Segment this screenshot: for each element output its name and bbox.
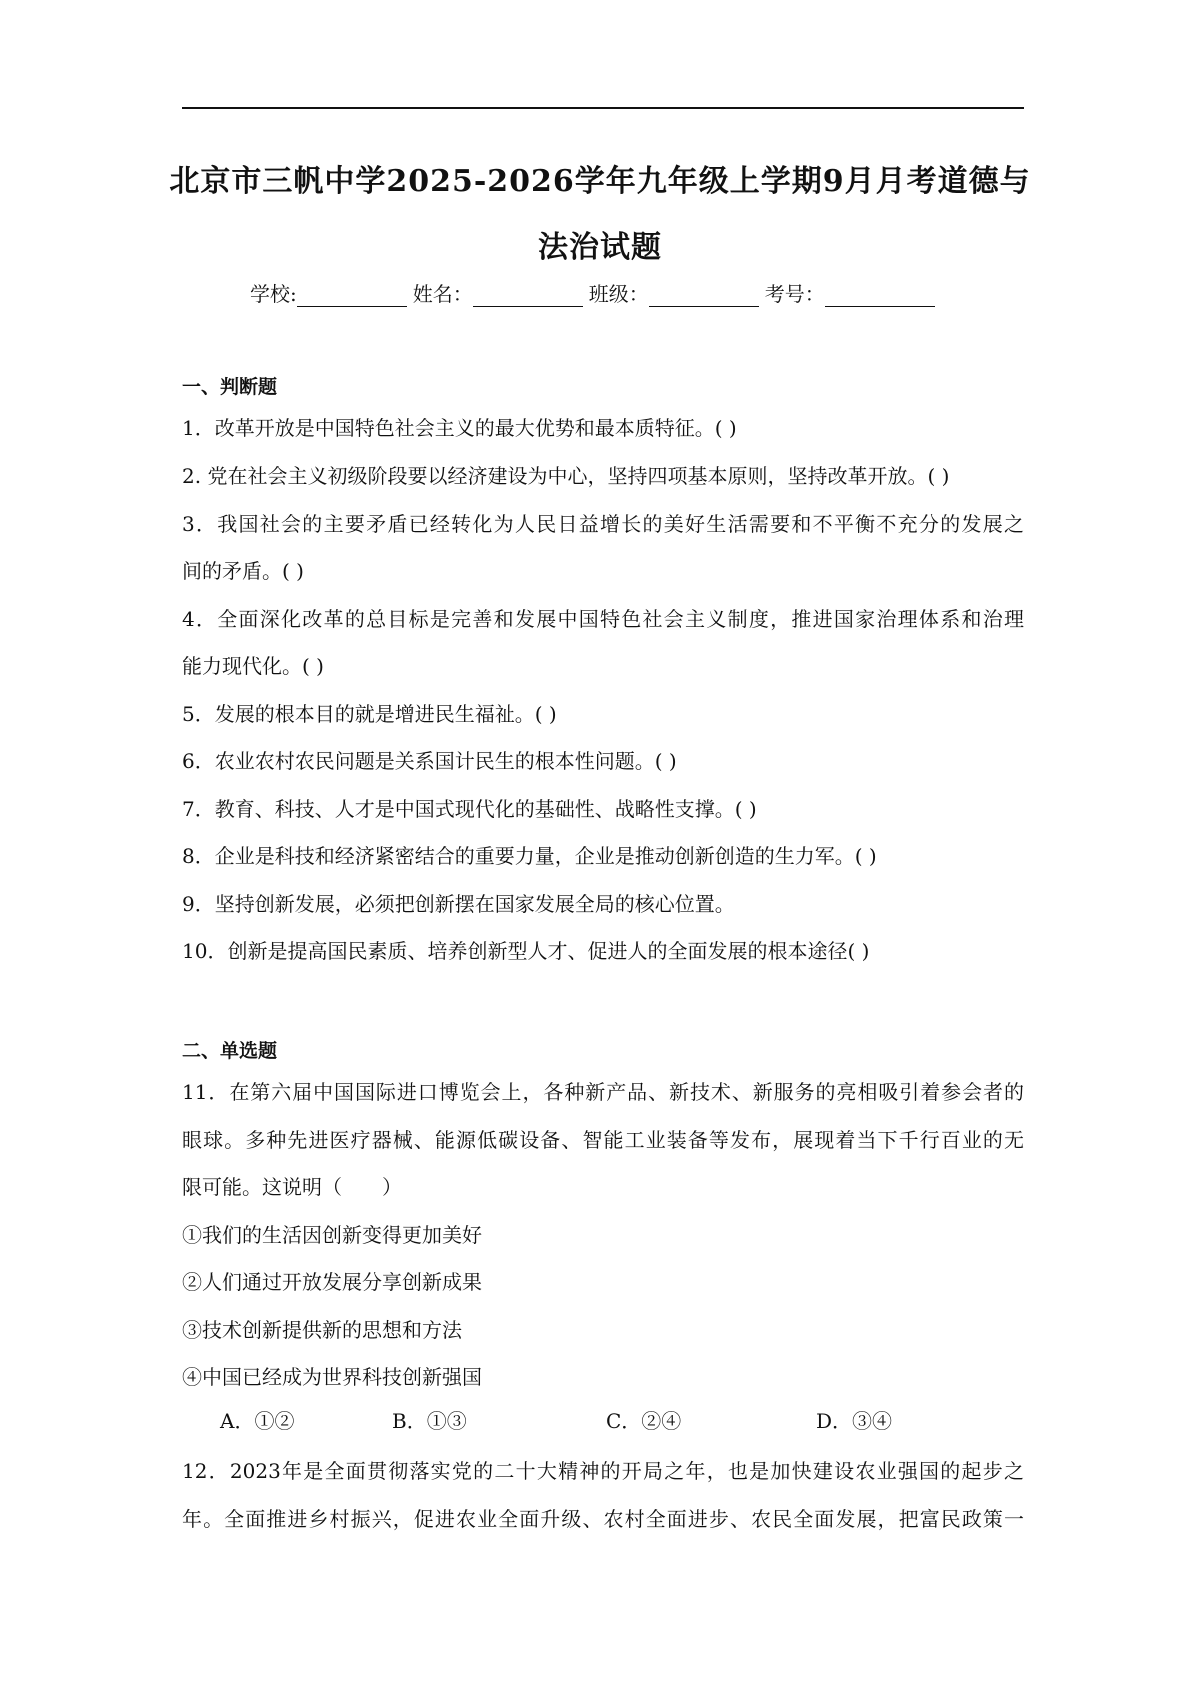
statement-line: ②人们通过开放发展分享创新成果 <box>182 1270 482 1294</box>
question-line: 5．发展的根本目的就是增进民生福祉。( ) <box>182 702 557 726</box>
exam-number-blank <box>825 284 935 307</box>
option-a: A．①② <box>220 1409 295 1433</box>
option-c: C．②④ <box>606 1409 682 1433</box>
question-line: 2. 党在社会主义初级阶段要以经济建设为中心，坚持四项基本原则，坚持改革开放。( ) <box>182 464 950 488</box>
question-line: 10．创新是提高国民素质、培养创新型人才、促进人的全面发展的根本途径( ) <box>182 939 870 963</box>
statement-line: ④中国已经成为世界科技创新强国 <box>182 1365 482 1389</box>
section-heading-judgment: 一、判断题 <box>182 376 278 398</box>
class-label: 班级： <box>588 282 649 306</box>
exam-title-line-1: 北京市三帆中学2025-2026学年九年级上学期9月月考道德与 <box>169 164 1031 199</box>
exam-title-line-2: 法治试题 <box>538 230 662 265</box>
student-info-line <box>250 278 941 307</box>
question-line: 6．农业农村农民问题是关系国计民生的根本性问题。( ) <box>182 749 677 773</box>
school-blank <box>297 284 407 307</box>
header-rule <box>182 107 1024 109</box>
question-line: 9．坚持创新发展，必须把创新摆在国家发展全局的核心位置。 <box>182 892 735 916</box>
question-line: 3．我国社会的主要矛盾已经转化为人民日益增长的美好生活需要和不平衡不充分的发展之 <box>182 512 1024 536</box>
class-blank <box>649 284 759 307</box>
option-b: B．①③ <box>392 1409 467 1433</box>
name-blank <box>473 284 583 307</box>
question-line: 11．在第六届中国国际进口博览会上，各种新产品、新技术、新服务的亮相吸引着参会者的 <box>182 1080 1024 1104</box>
exam-number-label: 考号： <box>764 282 825 306</box>
question-line: 眼球。多种先进医疗器械、能源低碳设备、智能工业装备等发布，展现着当下千行百业的无 <box>182 1128 1024 1152</box>
question-line: 7．教育、科技、人才是中国式现代化的基础性、战略性支撑。( ) <box>182 797 757 821</box>
question-line: 间的矛盾。( ) <box>182 559 304 583</box>
question-line: 限可能。这说明（ ） <box>182 1175 402 1199</box>
name-label: 姓名： <box>412 282 473 306</box>
question-line: 1．改革开放是中国特色社会主义的最大优势和最本质特征。( ) <box>182 416 737 440</box>
statement-line: ①我们的生活因创新变得更加美好 <box>182 1223 482 1247</box>
option-d: D．③④ <box>816 1409 893 1433</box>
school-label: 学校: <box>250 282 297 306</box>
section-heading-single-choice: 二、单选题 <box>182 1040 278 1062</box>
question-line: 年。全面推进乡村振兴，促进农业全面升级、农村全面进步、农民全面发展，把富民政策一 <box>182 1507 1024 1531</box>
question-line: 8．企业是科技和经济紧密结合的重要力量，企业是推动创新创造的生力军。( ) <box>182 844 877 868</box>
question-line: 4．全面深化改革的总目标是完善和发展中国特色社会主义制度，推进国家治理体系和治理 <box>182 607 1024 631</box>
question-line: 能力现代化。( ) <box>182 654 324 678</box>
question-line: 12．2023年是全面贯彻落实党的二十大精神的开局之年，也是加快建设农业强国的起步之 <box>182 1459 1024 1483</box>
statement-line: ③技术创新提供新的思想和方法 <box>182 1318 462 1342</box>
